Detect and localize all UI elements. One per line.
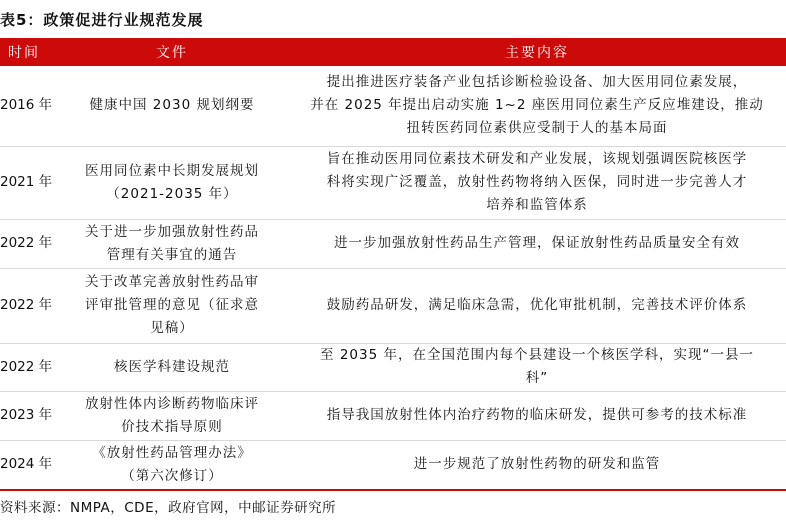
cell-content [288, 146, 786, 219]
cell-time: 2023 年 [0, 391, 56, 440]
document-line: 《放射性药品管理办法》 [92, 444, 252, 461]
content-line: 科” [525, 370, 549, 386]
document-line: 健康中国 2030 规划纲要 [89, 97, 255, 114]
cell-document [56, 219, 288, 268]
cell-document [56, 391, 288, 440]
cell-document [56, 440, 288, 490]
document-line: 评审批管理的意见（征求意 [85, 297, 259, 313]
table-row [0, 268, 786, 343]
content-line: 并在 2025 年提出启动实施 1~2 座医用同位素生产反应堆建设，推动 [310, 97, 764, 114]
cell-content [288, 391, 786, 440]
content-line: 指导我国放射性体内治疗药物的临床研发，提供可参考的技术标准 [326, 407, 748, 423]
table-row [0, 343, 786, 391]
table-row [0, 219, 786, 268]
document-line: 关于改革完善放射性药品审 [85, 274, 259, 290]
cell-time: 2022 年 [0, 268, 56, 343]
document-line: 核医学科建设规范 [114, 358, 230, 375]
cell-content [288, 268, 786, 343]
document-line: 医用同位素中长期发展规划 [85, 162, 259, 179]
document-line: 见稿） [150, 320, 194, 336]
header-content: 主要内容 [288, 38, 786, 66]
cell-document [56, 343, 288, 391]
cell-document [56, 66, 288, 146]
document-line: 价技术指导原则 [121, 418, 223, 435]
content-line: 鼓励药品研发，满足临床急需，优化审批机制，完善技术评价体系 [326, 297, 748, 313]
header-document: 文件 [56, 38, 288, 66]
table-header-row [0, 38, 786, 66]
document-line: 关于进一步加强放射性药品 [85, 223, 259, 240]
cell-time: 2021 年 [0, 146, 56, 219]
content-line: 进一步加强放射性药品生产管理，保证放射性药品质量安全有效 [334, 235, 740, 251]
cell-content [288, 219, 786, 268]
document-line: 管理有关事宜的通告 [106, 246, 238, 263]
table-row [0, 440, 786, 490]
cell-content [288, 440, 786, 490]
cell-content [288, 66, 786, 146]
table-row [0, 391, 786, 440]
content-line: 进一步规范了放射性药物的研发和监管 [413, 456, 661, 473]
content-line: 至 2035 年，在全国范围内每个县建设一个核医学科，实现“一县一 [320, 347, 754, 363]
table-title: 表5：政策促进行业规范发展 [0, 11, 204, 29]
content-line: 科将实现广泛覆盖，放射性药物将纳入医保，同时进一步完善人才 [326, 174, 748, 190]
content-line: 扭转医药同位素供应受制于人的基本局面 [406, 120, 668, 137]
cell-document [56, 146, 288, 219]
content-line: 提出推进医疗装备产业包括诊断检验设备、加大医用同位素发展， [326, 74, 748, 91]
policy-table [0, 38, 786, 491]
table-row [0, 66, 786, 146]
document-line: 放射性体内诊断药物临床评 [85, 395, 259, 412]
cell-time: 2016 年 [0, 66, 56, 146]
cell-time: 2022 年 [0, 343, 56, 391]
table-body [0, 66, 786, 490]
document-line: （第六次修订） [121, 467, 223, 484]
cell-time: 2024 年 [0, 440, 56, 490]
cell-time: 2022 年 [0, 219, 56, 268]
source-note: 资料来源：NMPA，CDE，政府官网，中邮证券研究所 [0, 500, 337, 516]
cell-content [288, 343, 786, 391]
content-line: 培养和监管体系 [486, 197, 588, 213]
table-row [0, 146, 786, 219]
content-line: 旨在推动医用同位素技术研发和产业发展，该规划强调医院核医学 [326, 151, 748, 167]
document-line: （2021-2035 年） [106, 185, 238, 202]
cell-document [56, 268, 288, 343]
header-time: 时间 [0, 38, 56, 66]
